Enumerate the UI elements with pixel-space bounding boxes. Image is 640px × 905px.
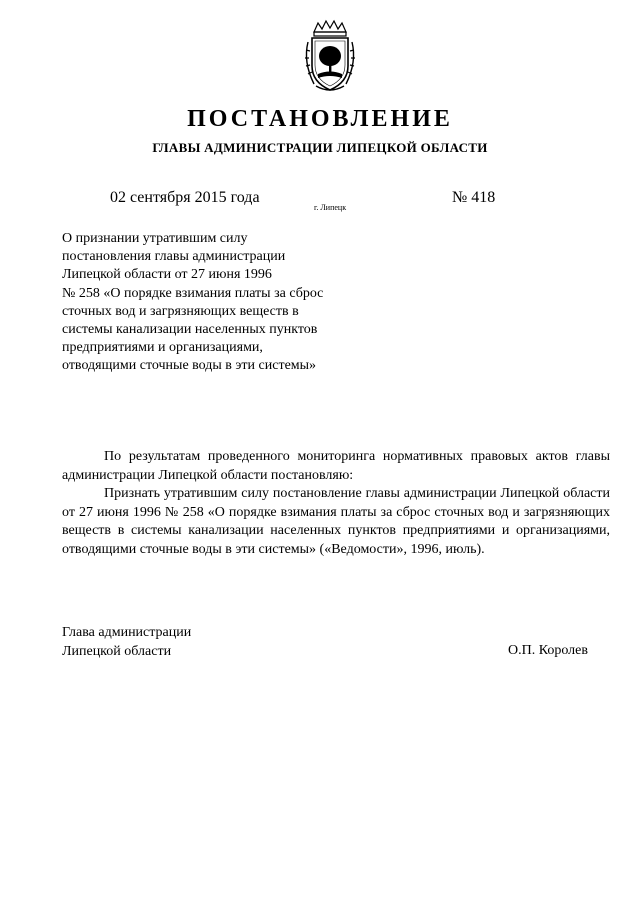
signature-position [62, 624, 191, 661]
signature-position-line: Глава администрации [62, 625, 192, 640]
coat-of-arms-icon [300, 18, 360, 96]
document-subject [62, 230, 362, 376]
subject-line: № 258 «О порядке взимания платы за сброс [62, 285, 324, 301]
subject-line: предприятиями и организациями, [62, 340, 263, 356]
document-title: ПОСТАНОВЛЕНИЕ [187, 106, 453, 132]
signature-name: О.П. Королев [508, 643, 588, 658]
body-paragraph: Признать утратившим силу постановление главы администрации Липецкой области от 27 июня 1996 № 258 «О порядке взимания платы за сброс сточных вод и загрязняющих веществ в системы канализации населенных пунктов предприятиями и организациями, отводящими сточные воды в эти системы» («Ведомости», 1996, июль). [62, 486, 610, 557]
document-body [62, 448, 610, 559]
subject-line: сточных вод и загрязняющих веществ в [62, 303, 299, 319]
document-number: № 418 [452, 189, 496, 206]
subject-line: О признании утратившим силу [62, 231, 248, 246]
document-date: 02 сентября 2015 года [110, 189, 260, 206]
signature-position-line: Липецкой области [62, 643, 172, 659]
subject-line: отводящими сточные воды в эти системы» [62, 358, 317, 374]
subject-line: системы канализации населенных пунктов [62, 322, 318, 338]
document-city: г. Липецк [314, 203, 347, 212]
subject-line: постановления главы администрации [62, 249, 286, 265]
body-paragraph: По результатам проведенного мониторинга нормативных правовых актов главы администрации Липецкой области постановляю: [62, 449, 610, 483]
document-subtitle: ГЛАВЫ АДМИНИСТРАЦИИ ЛИПЕЦКОЙ ОБЛАСТИ [152, 140, 488, 155]
subject-line: Липецкой области от 27 июня 1996 [62, 267, 272, 283]
